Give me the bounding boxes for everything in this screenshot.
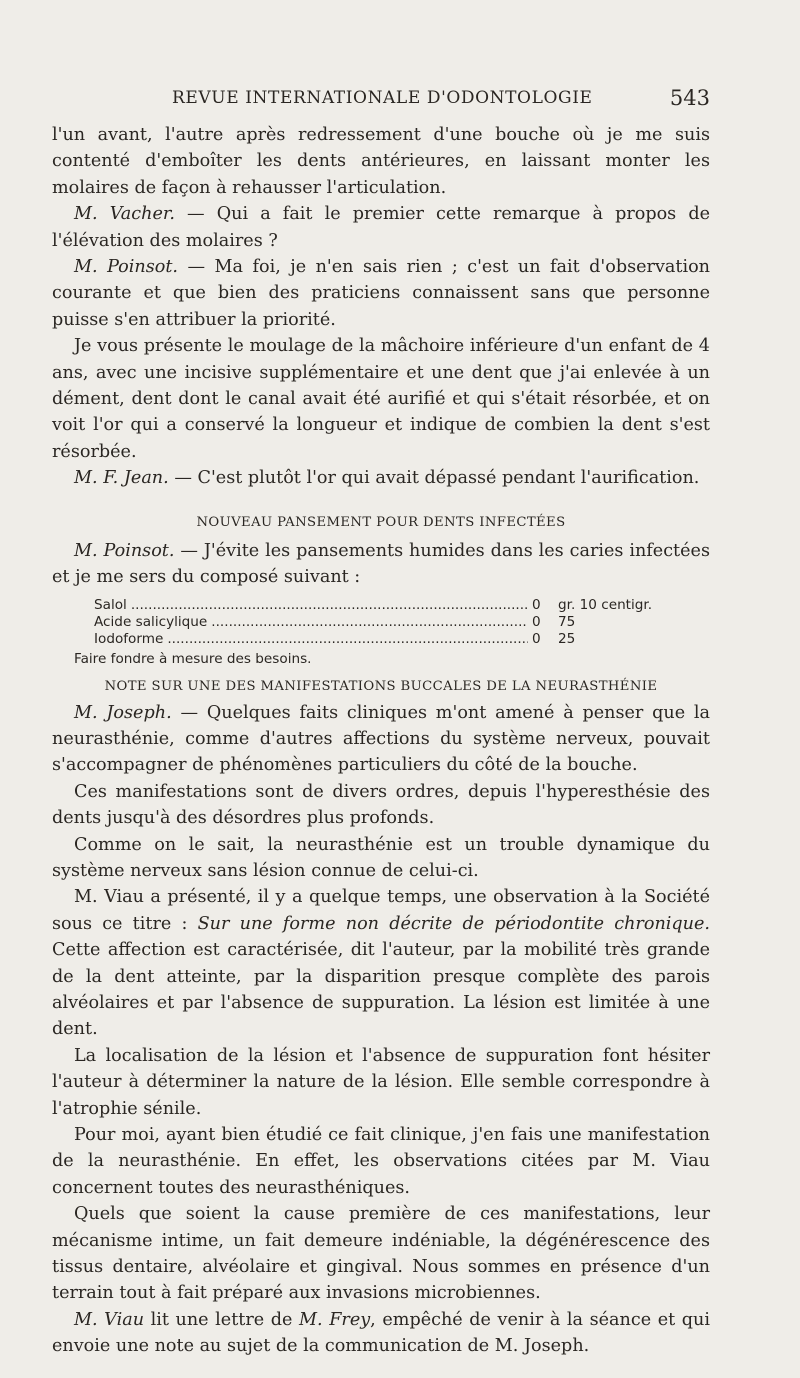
paragraph-text: — C'est plutôt l'or qui avait dépassé pendant l'aurification. <box>168 468 700 489</box>
leader-dots <box>167 631 528 648</box>
paragraph-text: — J'évite les pansements humides dans les caries infectées et je me sers du composé suivant : <box>52 540 710 588</box>
ingredient-name: Salol <box>94 596 127 613</box>
page-body <box>52 122 710 1360</box>
paragraph <box>52 538 710 591</box>
paragraph <box>52 201 710 254</box>
paragraph-text: — Qui a fait le premier cette remarque à propos de l'élévation des molaires ? <box>52 204 710 251</box>
ingredient-grams: 0 <box>532 630 541 647</box>
ingredient-centigrams: 75 <box>558 613 576 630</box>
section-heading: NOTE SUR UNE DES MANIFESTATIONS BUCCALES DE LA NEURASTHÉNIE <box>104 678 658 694</box>
leader-dots <box>131 597 528 614</box>
speaker-name: M. Poinsot. <box>74 540 175 561</box>
speaker-name: M. Vacher. <box>74 204 175 225</box>
paragraph-text: lit une lettre de <box>144 1309 300 1330</box>
cited-title: Sur une forme non décrite de périodontite chronique. <box>197 913 710 934</box>
paragraph <box>52 465 710 491</box>
recipe-list <box>94 597 654 648</box>
paragraph: Comme on le sait, la neurasthénie est un trouble dynamique du système nerveux sans lésion connue de celui-ci. <box>52 834 710 881</box>
speaker-name: M. Frey <box>299 1309 371 1330</box>
paragraph-text: — Ma foi, je n'en sais rien ; c'est un fait d'observation courante et que bien des praticiens connaissent sans que personne puisse s'en attribuer la priorité. <box>52 257 710 330</box>
paragraph <box>52 122 710 201</box>
ingredient-centigrams: gr. 10 centigr. <box>558 596 653 613</box>
paragraph: La localisation de la lésion et l'absence de suppuration font hésiter l'auteur à déterminer la nature de la lésion. Elle semble correspondre à l'atrophie sénile. <box>52 1045 710 1119</box>
paragraph <box>52 1307 710 1360</box>
paragraph-text: , empêché de venir à la séance et qui envoie une note au sujet de la communication de M. Joseph. <box>52 1309 710 1357</box>
recipe-row <box>94 614 654 631</box>
running-header <box>52 86 710 116</box>
page-number: 543 <box>669 86 710 110</box>
ingredient-grams: 0 <box>532 613 541 630</box>
speaker-name: M. Viau <box>74 1309 145 1330</box>
paragraph-text: — Quelques faits cliniques m'ont amené à penser que la neurasthénie, comme d'autres affections du système nerveux, pouvait s'accompagner de phénomènes particuliers du côté de la bouche. <box>52 702 711 776</box>
paragraph-text: M. Viau a présenté, il y a quelque temps, une observation à la Société sous ce titre : <box>52 887 710 934</box>
paragraph-text: Cette affection est caractérisée, dit l'auteur, par la mobilité très grande de la dent atteinte, par la disparition presque complète des parois alvéolaires et par l'absence de suppuration. La lésion est limitée à une dent. <box>52 940 710 1040</box>
recipe-note: Faire fondre à mesure des besoins. <box>74 650 312 667</box>
ingredient-centigrams: 25 <box>558 630 576 647</box>
paragraph <box>52 254 710 333</box>
paragraph-text: l'un avant, l'autre après redressement d'une bouche où je me suis contenté d'emboîter les dents antérieures, en laissant monter les molaires de façon à rehausser l'articulation. <box>52 125 710 198</box>
paragraph <box>52 333 710 465</box>
paragraph <box>52 884 710 1042</box>
ingredient-name: Iodoforme <box>94 630 164 647</box>
ingredient-grams: 0 <box>532 596 541 613</box>
paragraph-text: Je vous présente le moulage de la mâchoire inférieure d'un enfant de 4 ans, avec une incisive supplémentaire et une dent que j'ai enlevée à un dément, dent dont le canal avait été aurifié et qui s'était résorbée, et on voit l'or qui a conservé la longueur et indique de combien la dent s'est résorbée. <box>52 336 710 462</box>
journal-title: REVUE INTERNATIONALE D'ODONTOLOGIE <box>172 88 593 108</box>
paragraph: Quels que soient la cause première de ces manifestations, leur mécanisme intime, un fait demeure indéniable, la dégénérescence des tissus dentaire, alvéolaire et gingival. Nous sommes en présence d'un terrain tout à fait préparé aux invasions microbiennes. <box>52 1204 710 1304</box>
paragraph <box>52 700 710 779</box>
paragraph: Ces manifestations sont de divers ordres, depuis l'hyperesthésie des dents jusqu'à des désordres plus profonds. <box>52 781 710 829</box>
recipe-row <box>94 631 654 648</box>
speaker-name: M. Joseph. <box>74 702 172 723</box>
ingredient-name: Acide salicylique <box>94 613 208 630</box>
speaker-name: M. F. Jean. <box>74 468 169 489</box>
speaker-name: M. Poinsot. <box>74 257 179 278</box>
section-heading: NOUVEAU PANSEMENT POUR DENTS INFECTÉES <box>196 514 566 530</box>
paragraph: Pour moi, ayant bien étudié ce fait clinique, j'en fais une manifestation de la neurasthénie. En effet, les observations citées par M. Viau concernent toutes des neurasthéniques. <box>52 1125 710 1198</box>
leader-dots <box>211 614 528 631</box>
recipe-row <box>94 597 654 614</box>
